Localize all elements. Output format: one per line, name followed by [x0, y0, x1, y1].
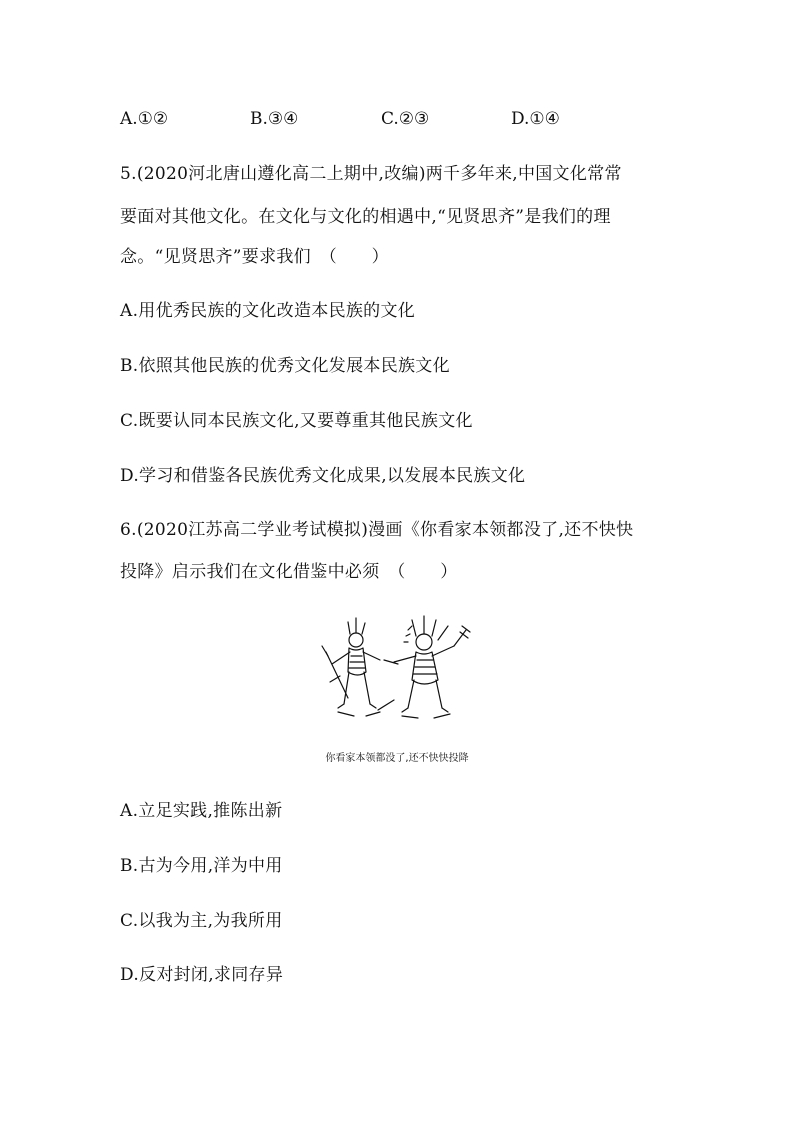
cartoon-illustration [318, 612, 478, 724]
q6-option-a: A.立足实践,推陈出新 [120, 801, 283, 821]
q6-option-c: C.以我为主,为我所用 [120, 911, 283, 931]
fallen-spear [378, 700, 394, 710]
right-warrior-figure [384, 616, 470, 718]
q5-option-d: D.学习和借鉴各民族优秀文化成果,以发展本民族文化 [120, 466, 526, 486]
q4-option-a: A.①② [120, 109, 169, 129]
left-warrior-figure [322, 618, 380, 716]
q5-stem-line-1: 5.(2020河北唐山遵化高二上期中,改编)两千多年来,中国文化常常 [120, 164, 622, 184]
q4-option-b: B.③④ [250, 109, 299, 129]
q5-option-c: C.既要认同本民族文化,又要尊重其他民族文化 [120, 411, 473, 431]
q4-option-c: C.②③ [381, 109, 430, 129]
q6-option-b: B.古为今用,洋为中用 [120, 856, 283, 876]
q6-stem-line-2: 投降》启示我们在文化借鉴中必须 （ ） [120, 562, 458, 582]
q6-option-d: D.反对封闭,求同存异 [120, 965, 284, 985]
q4-option-d: D.①④ [511, 109, 560, 129]
q5-option-b: B.依照其他民族的优秀文化发展本民族文化 [120, 356, 450, 376]
q5-option-a: A.用优秀民族的文化改造本民族的文化 [120, 301, 416, 321]
cartoon-caption: 你看家本领都没了,还不快快投降 [325, 753, 469, 764]
q5-stem-line-3: 念。“见贤思齐”要求我们 （ ） [120, 247, 389, 267]
q6-stem-line-1: 6.(2020江苏高二学业考试模拟)漫画《你看家本领都没了,还不快快 [120, 520, 634, 540]
q5-stem-line-2: 要面对其他文化。在文化与文化的相遇中,“见贤思齐”是我们的理 [120, 207, 611, 227]
